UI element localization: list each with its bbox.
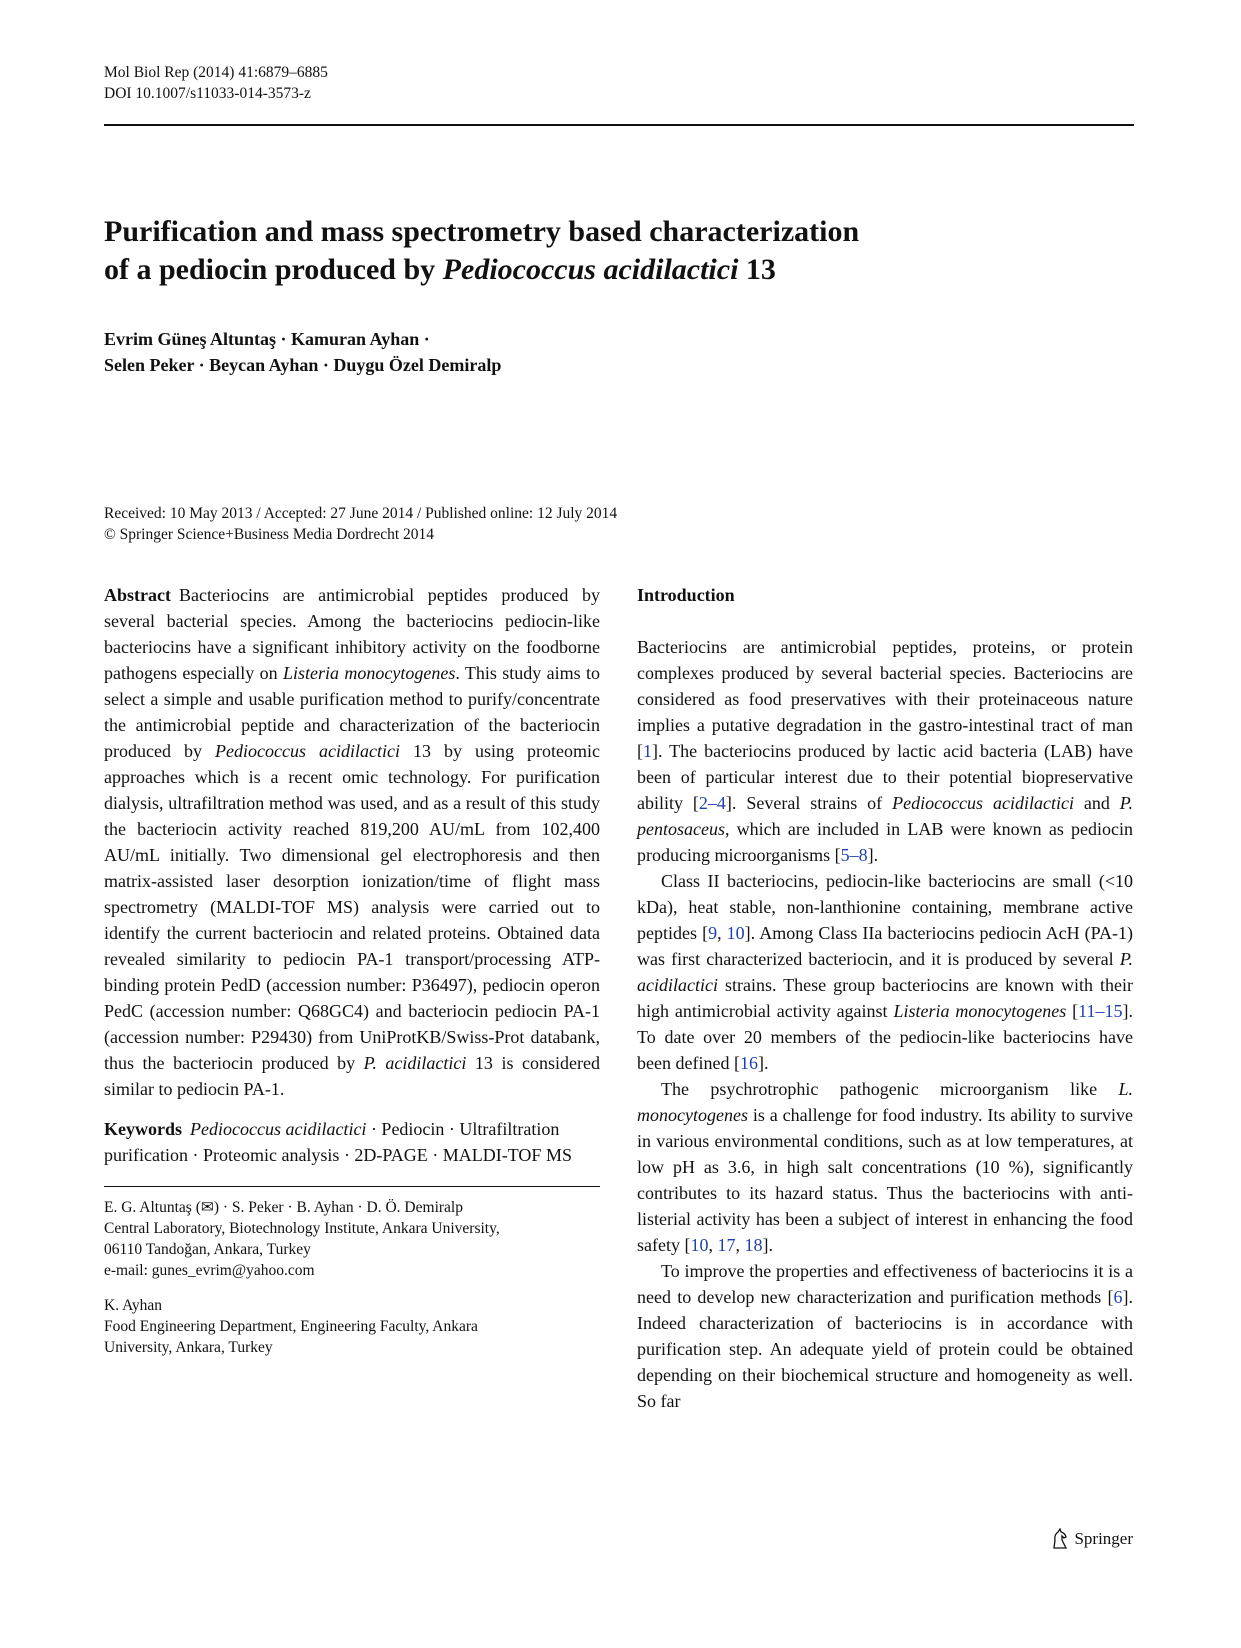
author-list [104, 326, 501, 378]
journal-header [104, 62, 328, 104]
left-column [104, 582, 600, 1358]
author-email[interactable]: e-mail: gunes_evrim@yahoo.com [104, 1262, 315, 1279]
reference-link[interactable]: 2–4 [698, 793, 726, 813]
intro-paragraph-3: The psychrotrophic pathogenic microorganism like L. monocytogenes is a challenge for food industry. Its ability to survive in various environmental conditions, such as at low temperatures, at low pH as 3.6, in high salt concentrations (10 %), significantly contributes to its hazard status. Thus the bacteriocins with anti-listerial activity has been a subject of interest in enhancing the food safety [10, 17, 18]. [637, 1079, 1133, 1255]
springer-horse-icon [1050, 1528, 1070, 1550]
article-title [104, 213, 1104, 289]
affiliation-rule [104, 1186, 600, 1187]
title-species: Pediococcus acidilactici [442, 253, 739, 286]
journal-citation: Mol Biol Rep (2014) 41:6879–6885 [104, 64, 328, 81]
reference-link[interactable]: 9 [708, 923, 718, 943]
authors-line2: Selen Peker · Beycan Ayhan · Duygu Özel Demiralp [104, 355, 502, 375]
publisher-name: Springer [1074, 1529, 1133, 1548]
keywords-heading: Keywords [104, 1119, 182, 1139]
keywords: Keywords Pediococcus acidilactici · Pediocin · Ultrafiltration purification · Proteomic analysis · 2D-PAGE · MALDI-TOF MS [104, 1119, 572, 1165]
intro-paragraph-1: Bacteriocins are antimicrobial peptides, proteins, or protein complexes produced by several bacterial species. Bacteriocins are considered as food preservatives with their proteinaceous nature implies a putative degradation in the gastro-intestinal tract of man [1]. The bacteriocins produced by lactic acid bacteria (LAB) have been of particular interest due to their potential biopreservative ability [2–4]. Several strains of Pediococcus acidilactici and P. pentosaceus, which are included in LAB were known as pediocin producing microorganisms [5–8]. [637, 637, 1133, 865]
affiliation-1: E. G. Altuntaş (✉) · S. Peker · B. Ayhan · D. Ö. Demiralp Central Laboratory, Biotechnology Institute, Ankara University, 06110 Tandoğan, Ankara, Turkey e-mail: gunes_evrim@yahoo.com [104, 1199, 500, 1279]
intro-paragraph-4: To improve the properties and effectiveness of bacteriocins it is a need to develop new characterization and purification methods [6]. Indeed characterization of bacteriocins is in accordance with purification step. An adequate yield of protein could be obtained depending on their biochemical structure and homogeneity as well. So far [637, 1261, 1133, 1411]
abstract-heading: Abstract [104, 585, 171, 605]
abstract: Abstract Bacteriocins are antimicrobial peptides produced by several bacterial species. Among the bacteriocins pediocin-like bacteriocins have a significant inhibitory activity on the foodborne pathogens especially on Listeria monocytogenes. This study aims to select a simple and usable purification method to purify/concentrate the antimicrobial peptide and characterization of the bacteriocin produced by Pediococcus acidilactici 13 by using proteomic approaches which is a recent omic technology. For purification dialysis, ultrafiltration method was used, and as a result of this study the bacteriocin activity reached 819,200 AU/mL from 102,400 AU/mL initially. Two dimensional gel electrophoresis and then matrix-assisted laser desorption ionization/time of flight mass spectrometry (MALDI-TOF MS) analysis were carried out to identify the current bacteriocin and related proteins. Obtained data revealed similarity to pediocin PA-1 transport/processing ATP-binding protein PedD (accession number: P36497), pediocin operon PedC (accession number: Q68GC4) and bacteriocin pediocin PA-1 (accession number: P29430) from UniProtKB/Swiss-Prot databank, thus the bacteriocin produced by P. acidilactici 13 is considered similar to pediocin PA-1. [104, 585, 600, 1099]
title-line1: Purification and mass spectrometry based characterization [104, 215, 860, 248]
reference-link[interactable]: 17 [717, 1235, 736, 1255]
reference-link[interactable]: 16 [739, 1053, 758, 1073]
title-line2-suffix: 13 [738, 253, 776, 286]
publisher-footer [1050, 1528, 1133, 1550]
reference-link[interactable]: 1 [643, 741, 652, 761]
received-accepted-published: Received: 10 May 2013 / Accepted: 27 June 2014 / Published online: 12 July 2014 [104, 505, 618, 522]
doi: DOI 10.1007/s11033-014-3573-z [104, 85, 311, 102]
copyright: © Springer Science+Business Media Dordrecht 2014 [104, 526, 435, 543]
reference-link[interactable]: 10 [690, 1235, 709, 1255]
reference-link[interactable]: 18 [744, 1235, 763, 1255]
title-line2-prefix: of a pediocin produced by [104, 253, 443, 286]
right-column [637, 582, 1133, 1414]
reference-link[interactable]: 11–15 [1078, 1001, 1123, 1021]
reference-link[interactable]: 6 [1113, 1287, 1123, 1307]
intro-paragraph-2: Class II bacteriocins, pediocin-like bacteriocins are small (<10 kDa), heat stable, non-lanthionine containing, membrane active peptides [9, 10]. Among Class IIa bacteriocins pediocin AcH (PA-1) was first characterized bacteriocin, and it is produced by several P. acidilactici strains. These group bacteriocins are known with their high antimicrobial activity against Listeria monocytogenes [11–15]. To date over 20 members of the pediocin-like bacteriocins have been defined [16]. [637, 871, 1134, 1073]
affiliation-2: K. Ayhan Food Engineering Department, Engineering Faculty, Ankara University, Ankara, Turkey [104, 1297, 478, 1356]
introduction-heading: Introduction [637, 585, 735, 605]
authors-line1: Evrim Güneş Altuntaş · Kamuran Ayhan · [104, 329, 430, 349]
reference-link[interactable]: 10 [726, 923, 745, 943]
header-rule [104, 124, 1134, 126]
reference-link[interactable]: 5–8 [840, 845, 868, 865]
publication-dates [104, 503, 617, 545]
